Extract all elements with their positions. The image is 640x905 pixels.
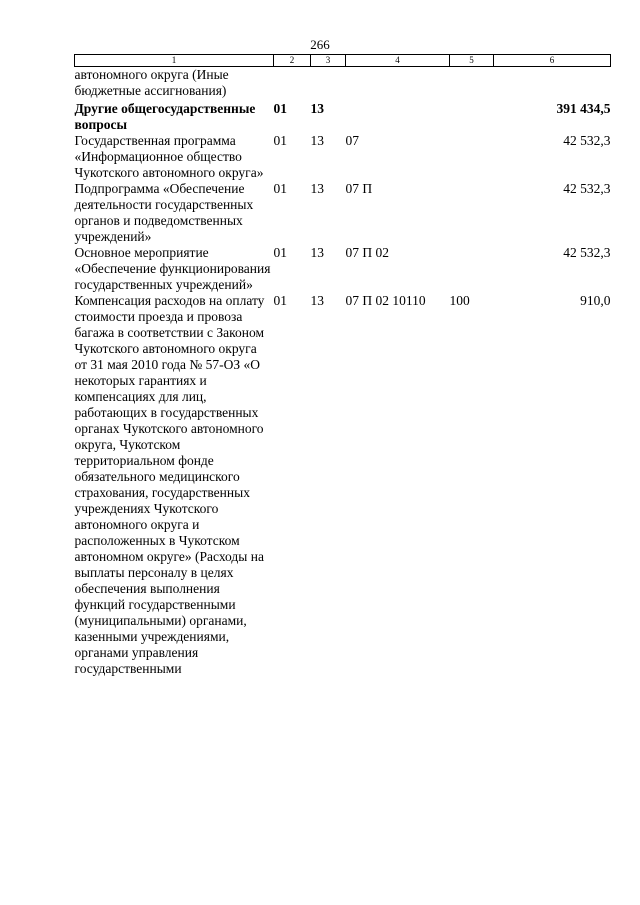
row-amount <box>494 67 611 100</box>
table-row <box>75 293 611 677</box>
row-amount: 42 532,3 <box>563 181 611 196</box>
row-subsection: 13 <box>310 133 324 148</box>
column-header-5: 5 <box>450 55 494 67</box>
row-expense-type <box>450 181 494 245</box>
row-subsection: 13 <box>310 101 324 116</box>
budget-table <box>74 54 611 677</box>
column-header-2: 2 <box>274 55 311 67</box>
row-target-article: 07 П 02 10110 <box>345 293 426 308</box>
row-section: 01 <box>273 101 287 116</box>
row-subsection: 13 <box>310 293 324 308</box>
row-amount: 391 434,5 <box>556 101 611 116</box>
row-name: Подпрограмма «Обеспечение деятельности государственных органов и подведомственных учреждений» <box>74 181 254 244</box>
row-amount: 42 532,3 <box>563 133 611 148</box>
row-subsection: 13 <box>310 245 324 260</box>
row-section: 01 <box>273 133 287 148</box>
row-name: автономного округа (Иные бюджетные ассигнования) <box>74 67 229 98</box>
column-header-1: 1 <box>75 55 274 67</box>
page-number: 266 <box>310 37 330 52</box>
table-row <box>75 133 611 181</box>
table-row <box>75 245 611 293</box>
column-header-3: 3 <box>311 55 346 67</box>
row-name: Государственная программа «Информационное общество Чукотского автономного округа» <box>74 133 264 180</box>
table-row <box>75 67 611 100</box>
row-target-article: 07 <box>345 133 359 148</box>
row-subsection <box>311 67 346 100</box>
column-header-6: 6 <box>494 55 611 67</box>
table-row <box>75 99 611 133</box>
row-section: 01 <box>273 245 287 260</box>
row-section: 01 <box>273 293 287 308</box>
column-header-4: 4 <box>346 55 450 67</box>
column-number-header-row <box>75 55 611 67</box>
row-name: Основное мероприятие «Обеспечение функционирования государственных учреждений» <box>74 245 271 292</box>
row-expense-type <box>450 67 494 100</box>
row-name: Другие общегосударственные вопросы <box>74 101 256 132</box>
row-target-article: 07 П 02 <box>345 245 389 260</box>
table-row <box>75 181 611 245</box>
row-amount: 910,0 <box>580 293 611 308</box>
row-target-article <box>346 67 450 100</box>
row-expense-type <box>450 245 494 293</box>
row-target-article: 07 П <box>345 181 373 196</box>
row-expense-type <box>450 99 494 133</box>
row-expense-type: 100 <box>449 293 470 308</box>
row-amount: 42 532,3 <box>563 245 611 260</box>
row-expense-type <box>450 133 494 181</box>
row-section: 01 <box>273 181 287 196</box>
row-name: Компенсация расходов на оплату стоимости проезда и провоза багажа в соответствии с Законом Чукотского автономного округа от 31 мая 2010 года № 57-ОЗ «О некоторых гарантиях и компенсациях для лиц, работающих в государственных органах Чукотского автономного округа, Чукотском территориальном фонде обязательного медицинского страхования, государственных учреждениях Чукотского автономного округа и расположенных в Чукотском автономном округе» (Расходы на выплаты персоналу в целях обеспечения выполнения функций государственными (муниципальными) органами, казенными учреждениями, органами управления государственными <box>74 293 265 676</box>
row-section <box>274 67 311 100</box>
row-target-article <box>346 99 450 133</box>
row-subsection: 13 <box>310 181 324 196</box>
